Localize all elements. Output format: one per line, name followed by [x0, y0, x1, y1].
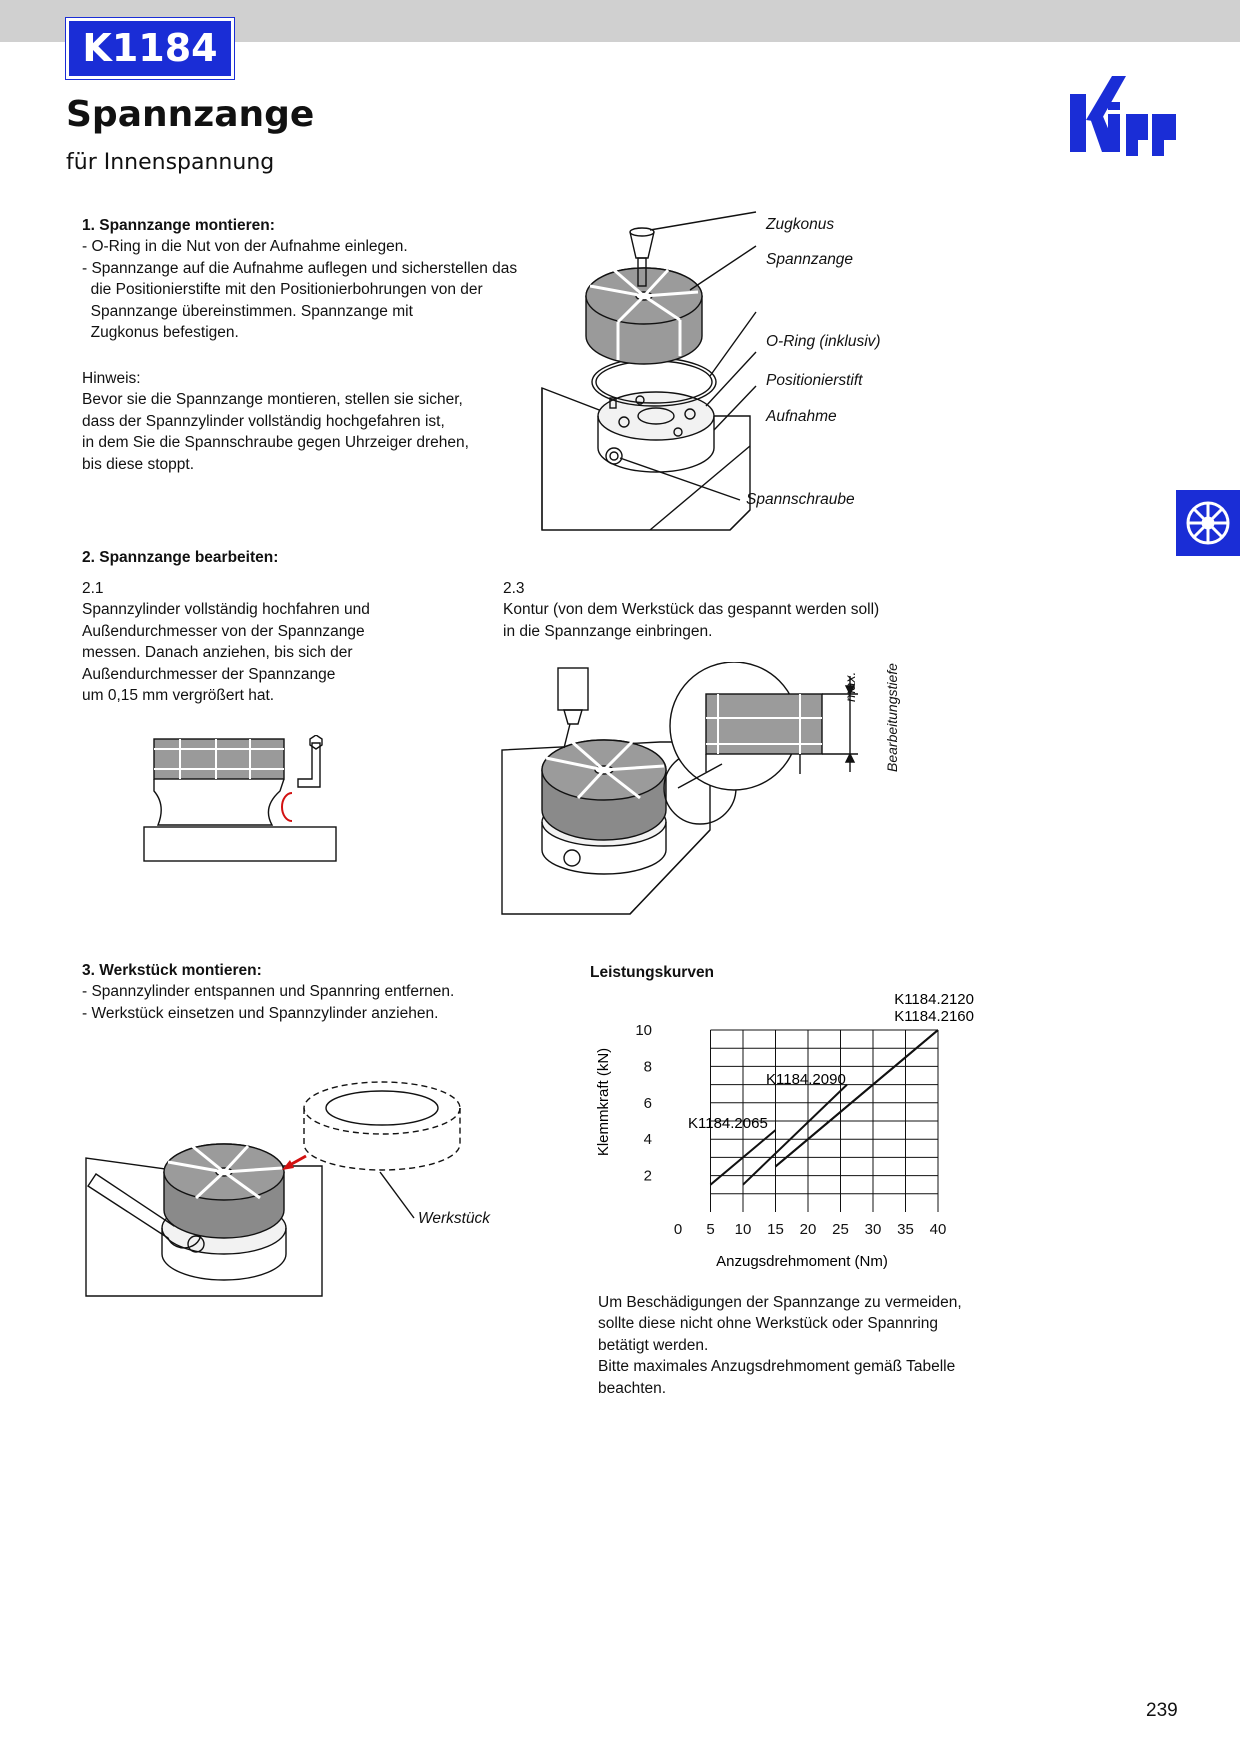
- y-tick-label: 8: [643, 1058, 652, 1076]
- step-line: um 0,15 mm vergrößert hat.: [82, 687, 275, 704]
- collet-wheel-icon: [1176, 490, 1240, 556]
- step-number: 2.3: [503, 580, 525, 597]
- x-tick-label: 20: [799, 1221, 817, 1238]
- note-line: bis diese stoppt.: [82, 456, 195, 473]
- x-tick-label: 35: [897, 1221, 914, 1238]
- y-tick-label: 6: [643, 1094, 652, 1112]
- series-line: [743, 1085, 847, 1185]
- x-tick-label: 0: [673, 1221, 683, 1238]
- performance-chart: [580, 980, 1000, 1270]
- label-werkstueck: Werkstück: [418, 1210, 491, 1227]
- page-title: Spannzange: [66, 94, 315, 135]
- depth-label-max: max.: [842, 671, 858, 702]
- product-code: K1184: [66, 18, 234, 79]
- chart-ylabel: Klemmkraft (kN): [595, 1047, 612, 1157]
- section1-line: Spannzange übereinstimmen. Spannzange mit: [82, 303, 413, 320]
- x-tick-label: 30: [864, 1221, 882, 1238]
- kipp-logo: [1068, 74, 1180, 158]
- step-line: Kontur (von dem Werkstück das gespannt werden soll): [503, 601, 880, 618]
- workpiece-diagram: [84, 1078, 504, 1300]
- label-positionierstift: Positionierstift: [766, 372, 863, 389]
- step-line: Spannzylinder vollständig hochfahren und: [82, 601, 370, 618]
- label-zugkonus: Zugkonus: [766, 216, 835, 233]
- chart-note-line: sollte diese nicht ohne Werkstück oder Spannring: [598, 1315, 939, 1332]
- x-tick-label: 10: [734, 1221, 752, 1238]
- step-line: in die Spannzange einbringen.: [503, 623, 713, 640]
- chart-note-line: Um Beschädigungen der Spannzange zu vermeiden,: [598, 1294, 962, 1311]
- series-label-2090: K1184.2090: [766, 1071, 846, 1088]
- y-tick-label: 2: [643, 1167, 652, 1185]
- x-tick-label: 5: [706, 1221, 715, 1238]
- red-arrow-icon: [282, 1156, 306, 1170]
- x-tick-label: 15: [767, 1221, 784, 1238]
- step-line: messen. Danach anziehen, bis sich der: [82, 644, 353, 661]
- section2-heading: 2. Spannzange bearbeiten:: [82, 549, 279, 566]
- note-line: dass der Spannzylinder vollständig hochgefahren ist,: [82, 413, 445, 430]
- note-line: Bevor sie die Spannzange montieren, stellen sie sicher,: [82, 391, 463, 408]
- chart-note-line: Bitte maximales Anzugsdrehmoment gemäß Tabelle: [598, 1358, 956, 1375]
- chart-note-line: beachten.: [598, 1380, 667, 1397]
- series-label-2160: K1184.2160: [894, 1008, 974, 1025]
- label-oring: O-Ring (inklusiv): [766, 333, 881, 350]
- chart-note-line: betätigt werden.: [598, 1337, 709, 1354]
- label-spannschraube: Spannschraube: [746, 491, 855, 508]
- note-heading: Hinweis:: [82, 370, 141, 387]
- section-tab: [1176, 490, 1240, 556]
- step-line: Außendurchmesser von der Spannzange: [82, 623, 365, 640]
- depth-label-bearbeitungstiefe: Bearbeitungstiefe: [884, 663, 900, 772]
- step-line: Außendurchmesser der Spannzange: [82, 666, 336, 683]
- chart-title: Leistungskurven: [590, 964, 715, 981]
- x-tick-label: 25: [832, 1221, 849, 1238]
- y-tick-label: 10: [635, 1022, 652, 1039]
- series-label-2065: K1184.2065: [688, 1115, 768, 1132]
- section1-line: - O-Ring in die Nut von der Aufnahme einlegen.: [82, 238, 408, 255]
- y-tick-label: 4: [643, 1131, 652, 1149]
- section1-line: - Spannzange auf die Aufnahme auflegen und sicherstellen das: [82, 260, 518, 277]
- section3-heading: 3. Werkstück montieren:: [82, 962, 262, 979]
- series-line: [776, 1030, 939, 1167]
- section3-line: - Spannzylinder entspannen und Spannring entfernen.: [82, 983, 455, 1000]
- section1-heading: 1. Spannzange montieren:: [82, 217, 275, 234]
- series-label-2120: K1184.2120: [894, 991, 974, 1008]
- section1-line: Zugkonus befestigen.: [82, 324, 239, 341]
- page-subtitle: für Innenspannung: [66, 150, 275, 175]
- x-tick-label: 40: [929, 1221, 947, 1238]
- page-number: 239: [1146, 1700, 1178, 1721]
- step-number: 2.1: [82, 580, 104, 597]
- note-line: in dem Sie die Spannschraube gegen Uhrzeiger drehen,: [82, 434, 469, 451]
- chart-xlabel: Anzugsdrehmoment (Nm): [716, 1253, 888, 1270]
- section3-line: - Werkstück einsetzen und Spannzylinder anziehen.: [82, 1005, 439, 1022]
- label-spannzange: Spannzange: [766, 251, 854, 268]
- label-aufnahme: Aufnahme: [766, 408, 837, 425]
- measure-diagram: [140, 735, 340, 865]
- section1-line: die Positionierstifte mit den Positionierbohrungen von der: [82, 281, 483, 298]
